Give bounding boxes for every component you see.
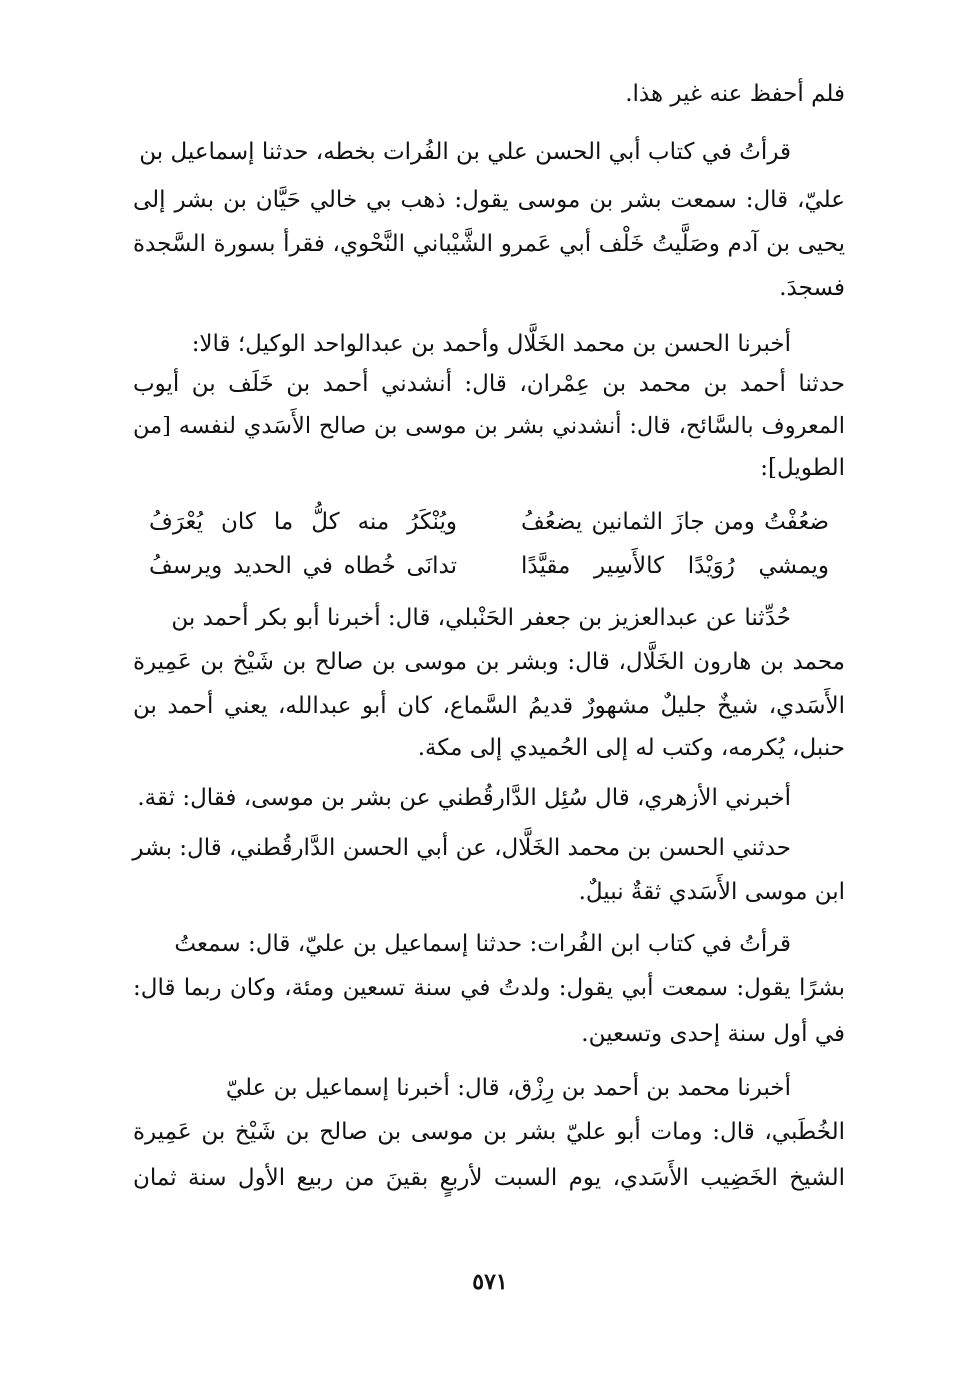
text-line: فسجدَ. bbox=[779, 275, 845, 301]
text-line: المعروف بالسَّائح، قال: أنشدني بشر بن موسى بن صالح الأَسَدي لنفسه [من bbox=[133, 413, 845, 439]
text-line: حنبل، يُكرمه، وكتب له إلى الحُميدي إلى مكة. bbox=[417, 735, 845, 761]
text-line: ابن موسى الأَسَدي ثقةٌ نبيلٌ. bbox=[578, 879, 845, 905]
poem-hemistich: ضعُفْتُ ومن جازَ الثمانين يضعُفُ bbox=[521, 509, 829, 535]
poem-verse bbox=[133, 500, 845, 544]
text-line: قرأتُ في كتاب ابن الفُرات: حدثنا إسماعيل بن عليّ، قال: سمعتُ bbox=[174, 931, 791, 957]
poem-hemistich: ويمشي رُوَيْدًا كالأَسِير مقيَّدًا bbox=[521, 553, 829, 579]
text-line: حُدِّثنا عن عبدالعزيز بن جعفر الحَنْبلي، قال: أخبرنا أبو بكر أحمد بن bbox=[171, 605, 791, 631]
text-line: عليّ، قال: سمعت بشر بن موسى يقول: ذهب بي خالي حَيَّان بن بشر إلى bbox=[133, 187, 845, 213]
text-line: محمد بن هارون الخَلَّال، قال: وبشر بن موسى بن صالح بن شَيْخ بن عَمِيرة bbox=[133, 649, 845, 675]
poem-hemistich: تدانَى خُطاه في الحديد ويرسفُ bbox=[149, 553, 457, 579]
text-line: يحيى بن آدم وصَلَّيتُ خَلْف أبي عَمرو الشَّيْباني النَّحْوي، فقرأ بسورة السَّجدة bbox=[133, 231, 845, 257]
text-line: حدثنا أحمد بن محمد بن عِمْران، قال: أنشدني أحمد بن خَلَف بن أيوب bbox=[133, 371, 845, 397]
text-line: أخبرني الأزهري، قال سُئِل الدَّارقُطني عن بشر بن موسى، فقال: ثقة. bbox=[137, 785, 791, 811]
text-line: الطويل]: bbox=[760, 455, 845, 481]
text-line: الأَسَدي، شيخٌ جليلٌ مشهورٌ قديمُ السَّماع، كان أبو عبدالله، يعني أحمد بن bbox=[133, 693, 845, 719]
text-line: في أول سنة إحدى وتسعين. bbox=[581, 1021, 845, 1047]
text-line: فلم أحفظ عنه غير هذا. bbox=[625, 81, 845, 107]
text-line: الخُطَبي، قال: ومات أبو عليّ بشر بن موسى بن صالح بن شَيْخ بن عَمِيرة bbox=[133, 1119, 845, 1145]
poem-hemistich: ويُنْكَرُ منه كلُّ ما كان يُعْرَفُ bbox=[149, 509, 457, 535]
text-line: بشرًا يقول: سمعت أبي يقول: ولدتُ في سنة تسعين ومئة، وكان ربما قال: bbox=[133, 975, 845, 1001]
text-line: أخبرنا محمد بن أحمد بن رِزْق، قال: أخبرنا إسماعيل بن عليّ bbox=[225, 1075, 791, 1101]
text-line: قرأتُ في كتاب أبي الحسن علي بن الفُرات بخطه، حدثنا إسماعيل بن bbox=[139, 139, 791, 165]
page-number: ٥٧١ bbox=[472, 1269, 508, 1295]
poem-verse bbox=[133, 544, 845, 588]
text-body bbox=[133, 0, 845, 1260]
text-line: أخبرنا الحسن بن محمد الخَلَّال وأحمد بن عبدالواحد الوكيل؛ قالا: bbox=[191, 331, 791, 357]
text-line: الشيخ الخَضِيب الأَسَدي، يوم السبت لأربعٍ بقينَ من ربيع الأول سنة ثمان bbox=[133, 1165, 845, 1191]
text-line: حدثني الحسن بن محمد الخَلَّال، عن أبي الحسن الدَّارقُطني، قال: بشر bbox=[132, 835, 791, 861]
